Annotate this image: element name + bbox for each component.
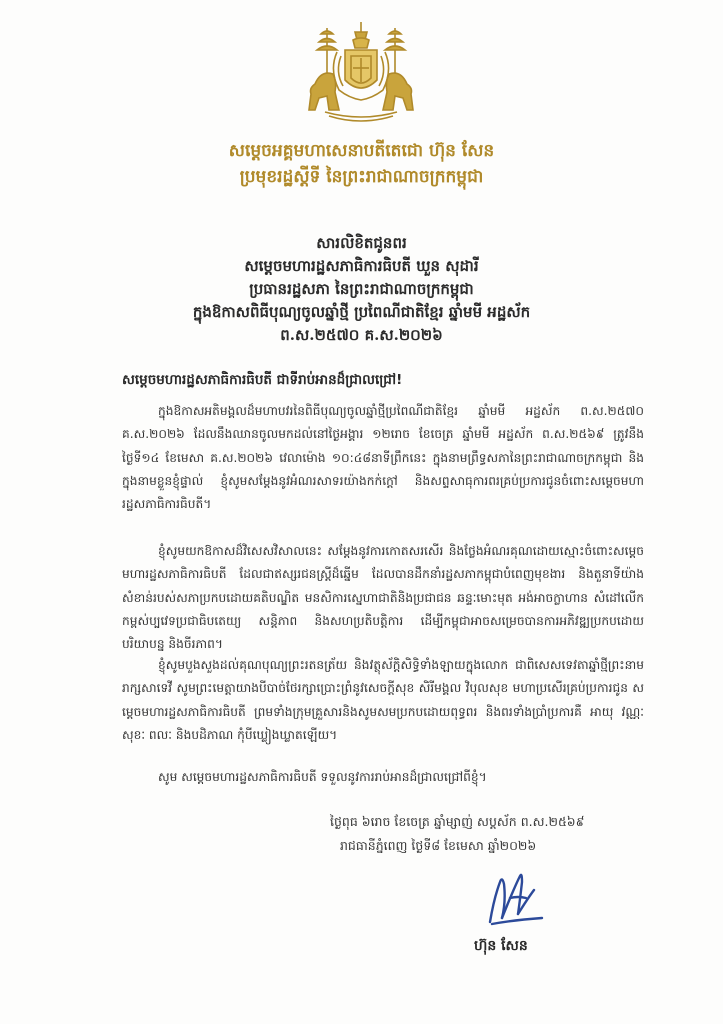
- body-paragraph-1: ក្នុងឱកាសអតិមង្គលដ៏មហាបវរនៃពិធីបុណ្យចូលឆ្នាំថ្មីប្រពៃណីជាតិខ្មែរ ឆ្នាំមមី អដ្ឋស័ក ព.ស.២៥៧០ គ.ស.២០២៦ ដែលនឹងឈានចូលមកដល់នៅថ្ងៃអង្គារ ១២រោច ខែចេត្រ ឆ្នាំមមី អដ្ឋស័ក ព.ស.២៥៦៩ ត្រូវនឹងថ្ងៃទី១៤ ខែមេសា គ.ស.២០២៦ វេលាម៉ោង ១០:៤៨នាទីព្រឹកនេះ ក្នុងនាមព្រឹទ្ធសភានៃព្រះរាជាណាចក្រកម្ពុជា និងក្នុងនាមខ្លួនខ្ញុំផ្ទាល់ ខ្ញុំសូមសម្តែងនូវអំណរសាទរយ៉ាងកក់ក្តៅ និងសព្ទសាធុការពរគ្រប់ប្រការជូនចំពោះសម្តេចមហារដ្ឋសភាធិការធិបតី។: [122, 404, 644, 512]
- signer-name: ហ៊ុន សែន: [474, 938, 528, 954]
- occasion: ក្នុងឱកាសពិធីបុណ្យចូលឆ្នាំថ្មី ប្រពៃណីជាតិខ្មែរ ឆ្នាំមមី អដ្ឋស័ក: [192, 303, 531, 321]
- lunar-date: ថ្ងៃពុធ ៦រោច ខែចេត្រ ឆ្នាំម្សាញ់ សប្តស័ក ព.ស.២៥៦៩: [330, 814, 585, 829]
- recipient-position: ប្រធានរដ្ឋសភា នៃព្រះរាជាណាចក្រកម្ពុជា: [249, 280, 474, 298]
- solar-date: រាជធានីភ្នំពេញ ថ្ងៃទី៨ ខែមេសា ឆ្នាំ២០២៦: [340, 838, 537, 853]
- issuer-title: សម្តេចអគ្គមហាសេនាបតីតេជោ ហ៊ុន សែន: [228, 141, 495, 161]
- body-paragraph-2: ខ្ញុំសូមយកឱកាសដ៏វិសេសវិសាលនេះ សម្តែងនូវការកោតសរសើរ និងថ្លែងអំណរគុណដោយស្មោះចំពោះសម្តេចមហារដ្ឋសភាធិការធិបតី ដែលជាឥស្សរជនស្ត្រីដ៏ឆ្នើម ដែលបានដឹកនាំរដ្ឋសភាកម្ពុជាបំពេញមុខងារ និងតួនាទីយ៉ាងសំខាន់របស់សភាប្រកបដោយគតិបណ្ឌិត មនសិការស្នេហាជាតិនិងប្រជាជន ឆន្ទៈមោះមុត អង់អាចក្លាហាន សំដៅលើកកម្ពស់ប្បវេទប្រជាធិបតេយ្យ សន្តិភាព និងសហប្រតិបត្តិការ ដើម្បីកម្ពុជាអាចសម្រេចបានការអភិវឌ្ឍប្រកបដោយបរិយាបន្ន និងចីរភាព។: [122, 544, 644, 652]
- dateline: [330, 810, 660, 858]
- royal-coat-of-arms-icon: [305, 18, 417, 126]
- letter-title-block: [0, 232, 723, 347]
- occasion-year: ព.ស.២៥៧០ គ.ស.២០២៦: [280, 326, 443, 344]
- salutation: សម្តេចមហារដ្ឋសភាធិការធិបតី ជាទីរាប់អានដ៏ជ្រាលជ្រៅ!: [122, 372, 403, 388]
- letter-title: សារលិខិតជូនពរ: [316, 234, 407, 252]
- recipient-name: សម្តេចមហារដ្ឋសភាធិការធិបតី ឃួន សុដារី: [244, 257, 479, 275]
- body-paragraph-3: ខ្ញុំសូមបួងសួងដល់គុណបុណ្យព្រះរតនត្រ័យ និងវត្ថុស័ក្តិសិទ្ធិទាំងឡាយក្នុងលោក ជាពិសេសទេវតាឆ្នាំថ្មីព្រះនាម រាក្សសាទេវី សូមព្រះមេត្តាយាងបីបាច់ថែរក្សាប្រោះព្រំនូវសេចក្តីសុខ សិរីមង្គល វិបុលសុខ មហាប្រសើរគ្រប់ប្រការជូន សម្តេចមហារដ្ឋសភាធិការធិបតី ព្រមទាំងក្រុមគ្រួសារនិងសូមសមប្រកបដោយពុទ្ធពរ និងពរទាំងប្រាំប្រការគឺ អាយុ វណ្ណៈ សុខៈ ពលៈ និងបដិភាណ កុំបីឃ្លៀងឃ្លាតឡើយ។: [122, 658, 644, 742]
- issuer-header: [0, 138, 723, 190]
- issuer-position: ប្រមុខរដ្ឋស្តីទី នៃព្រះរាជាណាចក្រកម្ពុជា: [239, 167, 484, 187]
- body-paragraph-4: សូម សម្តេចមហារដ្ឋសភាធិការធិបតី ទទួលនូវការរាប់អានដ៏ជ្រាលជ្រៅពីខ្ញុំ។: [158, 770, 487, 784]
- handwritten-signature-icon: [484, 868, 554, 930]
